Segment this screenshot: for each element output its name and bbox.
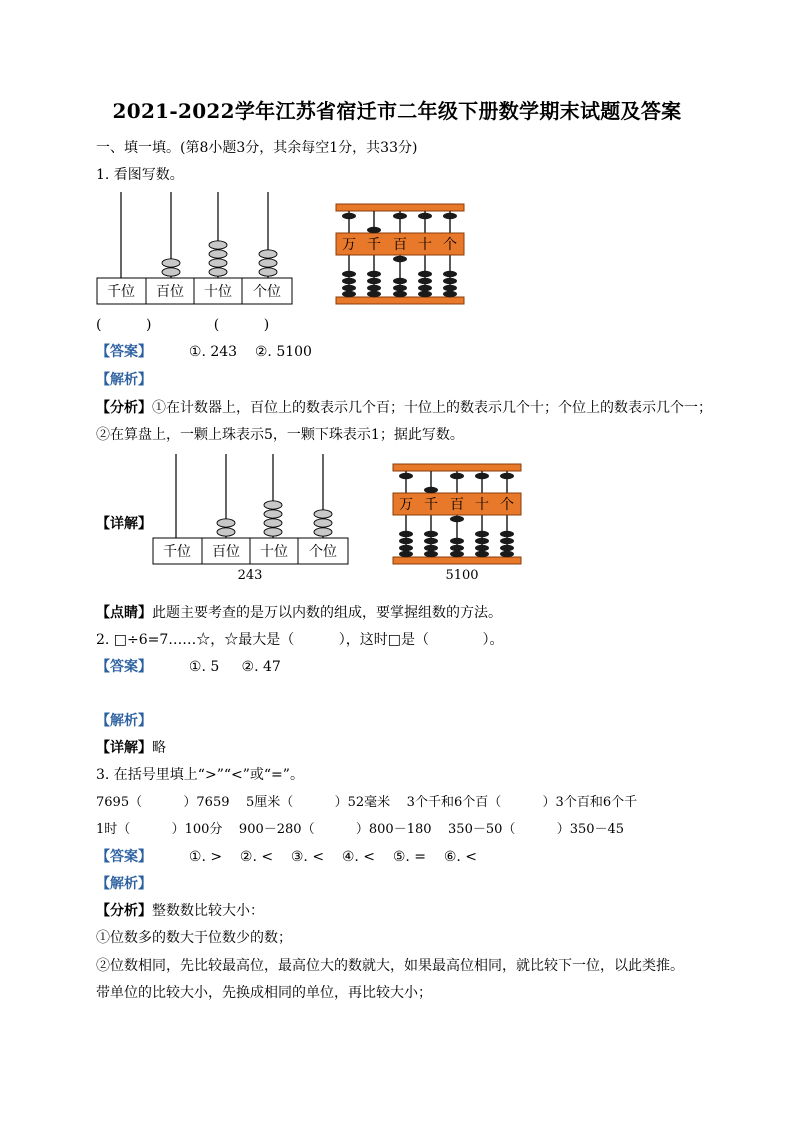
analysis-tag: 【解析】 xyxy=(96,876,152,892)
counter-label: 百位 xyxy=(156,284,184,300)
abacus-label: 百 xyxy=(393,237,407,253)
q3-answer: ①. > ②. < ③. < ④. < ⑤. = ⑥. < xyxy=(188,849,477,865)
abacus-label: 十 xyxy=(475,497,489,513)
q3-row2: 1时（ ）100分 900－280（ ）800－180 350－50（ ）350－45 xyxy=(96,822,625,837)
abacus-label: 百 xyxy=(450,497,464,513)
abacus-figure-1 xyxy=(335,203,465,305)
counter-label: 十位 xyxy=(260,544,288,560)
abacus-figure-2 xyxy=(392,463,522,565)
q1-blanks: ( ) ( ) xyxy=(96,317,270,333)
q3-line3: 带单位的比较大小，先换成相同的单位，再比较大小； xyxy=(96,985,432,1001)
q3-fenxi: 整数数比较大小： xyxy=(152,903,264,919)
q2-detail: 略 xyxy=(152,740,166,756)
counter-label: 百位 xyxy=(212,544,240,560)
counter-label: 个位 xyxy=(253,284,281,300)
detail-tag: 【详解】 xyxy=(96,740,152,756)
detail-tag: 【详解】 xyxy=(96,516,152,532)
abacus-label: 个 xyxy=(500,497,514,513)
analysis-tag: 【解析】 xyxy=(96,372,152,388)
fenxi-tag: 【分析】 xyxy=(96,903,152,919)
abacus-label: 万 xyxy=(399,497,413,513)
analysis-tag: 【解析】 xyxy=(96,713,152,729)
counter-label: 个位 xyxy=(309,544,337,560)
q3-line1: ①位数多的数大于位数少的数； xyxy=(96,930,292,946)
counter-figure-1 xyxy=(96,190,294,306)
page-title: 2021-2022学年江苏省宿迁市二年级下册数学期末试题及答案 xyxy=(112,99,682,123)
q3-line2: ②位数相同，先比较最高位，最高位大的数就大，如果最高位相同，就比较下一位，以此类推。 xyxy=(96,958,684,974)
abacus-label: 十 xyxy=(418,237,432,253)
answer-tag: 【答案】 xyxy=(96,849,152,865)
q1-answer: ①. 243 ②. 5100 xyxy=(188,344,312,360)
q1-fenxi-line1: ①在计数器上，百位上的数表示几个百；十位上的数表示几个十；个位上的数表示几个一； xyxy=(152,400,712,416)
counter-figure-2 xyxy=(152,452,350,566)
counter-caption: 243 xyxy=(237,568,263,583)
counter-label: 千位 xyxy=(163,544,191,560)
q3-row1: 7695（ ）7659 5厘米（ ）52毫米 3个千和6个百（ ）3个百和6个千 xyxy=(96,795,638,810)
dianjing-tag: 【点睛】 xyxy=(96,605,152,621)
q1-dianjing: 此题主要考查的是万以内数的组成，要掌握组数的方法。 xyxy=(152,605,502,621)
abacus-label: 千 xyxy=(367,237,381,253)
section-heading: 一、填一填。(第8小题3分，其余每空1分，共33分) xyxy=(96,140,418,156)
abacus-label: 千 xyxy=(424,497,438,513)
abacus-label: 个 xyxy=(443,237,457,253)
q3-stem: 3. 在括号里填上“>”“<”或“=”。 xyxy=(96,767,304,783)
q2-stem: 2. □÷6=7……☆，☆最大是（ ），这时□是（ ）。 xyxy=(96,632,504,648)
q1-fenxi-line2: ②在算盘上，一颗上珠表示5，一颗下珠表示1；据此写数。 xyxy=(96,427,464,443)
abacus-label: 万 xyxy=(342,237,356,253)
answer-tag: 【答案】 xyxy=(96,344,152,360)
abacus-caption: 5100 xyxy=(445,568,479,583)
counter-label: 千位 xyxy=(107,284,135,300)
q1-stem: 1. 看图写数。 xyxy=(96,167,184,183)
counter-label: 十位 xyxy=(204,284,232,300)
fenxi-tag: 【分析】 xyxy=(96,400,152,416)
answer-tag: 【答案】 xyxy=(96,659,152,675)
q2-answer: ①. 5 ②. 47 xyxy=(188,659,281,675)
